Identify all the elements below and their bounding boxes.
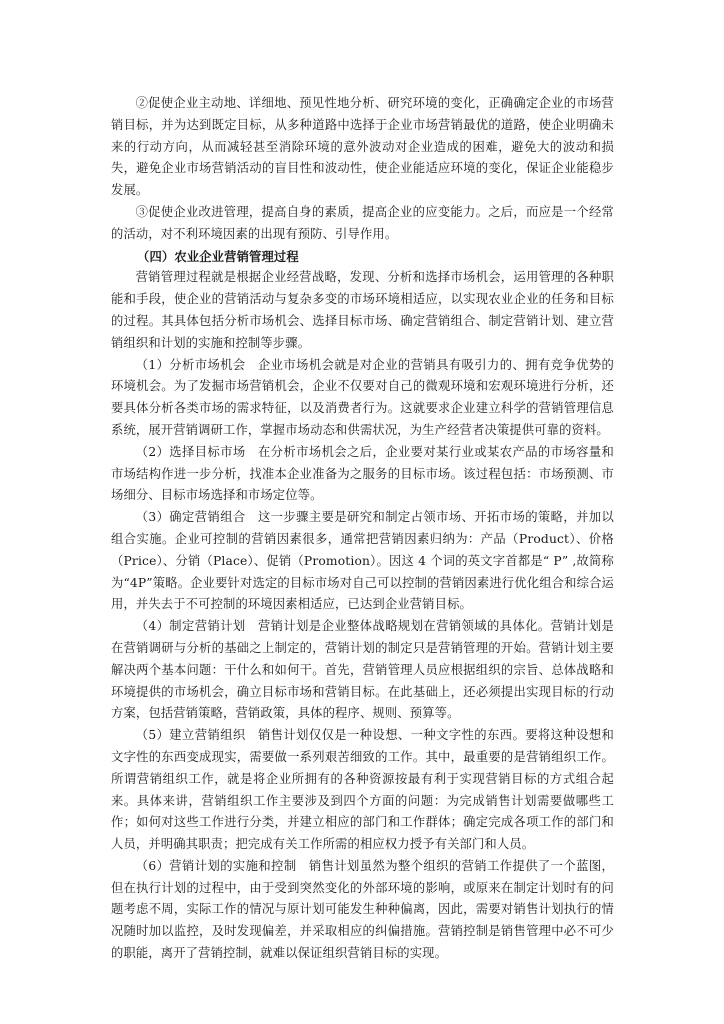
- step-5-title: （5）建立营销组织: [135, 728, 246, 743]
- step-3-title: （3）确定营销组合: [135, 510, 246, 525]
- intro-paragraph-3: ③促使企业改进管理，提高自身的素质，提高企业的应变能力。之后，而应是一个经常的活动，对不利环境因素的出现有预防、引导作用。: [111, 204, 614, 241]
- step-2-body: 在分析市场机会之后，企业要对某行业或某农产品的市场容量和市场结构作进一步分析，找准本企业准备为之服务的目标市场。该过程包括：市场预测、市场细分、目标市场选择和市场定位等。: [111, 444, 614, 503]
- intro-paragraph-2: ②促使企业主动地、详细地、预见性地分析、研究环境的变化，正确确定企业的市场营销目标，并为达到既定目标，从多种道路中选择于企业市场营销最优的道路，使企业明确未来的行动方向，从而减轻甚至消除环境的意外波动对企业造成的困难，避免大的波动和损失，避免企业市场营销活动的盲目性和波动性，使企业能适应环境的变化，保证企业能稳步发展。: [111, 96, 614, 198]
- step-6-paragraph: [111, 856, 614, 965]
- step-4-paragraph: [111, 616, 614, 725]
- step-3-body: 这一步骤主要是研究和制定占领市场、开拓市场的策略，并加以组合实施。企业可控制的营销因素很多，通常把营销因素归纳为：产品（Product）、价格（Price）、分销（Place）、促销（Promotion）。因这 4 个词的英文字首都是“ P” ,故简称为“4P”策略。企业要针对选定的目标市场对自己可以控制的营销因素进行优化组合和综合运用，并失去于不可控制的环境因素相适应，已达到企业营销目标。: [111, 510, 614, 612]
- step-2-title: （2）选择目标市场: [135, 444, 246, 459]
- step-1-body: 企业市场机会就是对企业的营销具有吸引力的、拥有竞争优势的环境机会。为了发掘市场营销机会，企业不仅要对自己的微观环境和宏观环境进行分析，还要具体分析各类市场的需求特征，以及消费者行为。这就要求企业建立科学的营销管理信息系统，展开营销调研工作，掌握市场动态和供需状况，为生产经营者决策提供可靠的资料。: [111, 357, 614, 437]
- step-3-paragraph: [111, 507, 614, 616]
- step-2-paragraph: [111, 442, 614, 507]
- step-5-body: 销售计划仅仅是一种设想、一种文字性的东西。要将这种设想和文字性的东西变成现实，需要做一系列艰苦细致的工作。其中，最重要的是营销组织工作。所谓营销组织工作，就是将企业所拥有的各种资源按最有利于实现营销目标的方式组合起来。具体来讲，营销组织工作主要涉及到四个方面的问题：为完成销售计划需要做哪些工作；如何对这些工作进行分类，并建立相应的部门和工作群体；确定完成各项工作的部门和人员，并明确其职责；把完成有关工作所需的相应权力授予有关部门和人员。: [111, 728, 614, 852]
- step-4-body: 营销计划是企业整体战略规划在营销领域的具体化。营销计划是在营销调研与分析的基础之上制定的，营销计划的制定只是营销管理的开始。营销计划主要解决两个基本问题：干什么和如何干。首先，营销管理人员应根据组织的宗旨、总体战略和环境提供的市场机会，确立目标市场和营销目标。在此基础上，还必须提出实现目标的行动方案，包括营销策略，营销政策，具体的程序、规则、预算等。: [111, 619, 614, 721]
- step-1-title: （1）分析市场机会: [135, 357, 246, 372]
- step-6-body: 销售计划虽然为整个组织的营销工作提供了一个蓝图，但在执行计划的过程中，由于受到突然变化的外部环境的影响，或原来在制定计划时有的问题考虑不周，实际工作的情况与原计划可能发生种种偏离，因此，需要对销售计划执行的情况随时加以监控，及时发现偏差，并采取相应的纠偏措施。营销控制是销售管理中必不可少的职能，离开了营销控制，就难以保证组织营销目标的实现。: [111, 858, 614, 961]
- step-4-title: （4）制定营销计划: [135, 619, 246, 634]
- step-5-paragraph: [111, 725, 614, 856]
- section-intro-paragraph: 营销管理过程就是根据企业经营战略，发现、分析和选择市场机会，运用管理的各种职能和手段，使企业的营销活动与复杂多变的市场环境相适应，以实现农业企业的任务和目标的过程。其具体包括分析市场机会、选择目标市场、确定营销组合、制定营销计划、建立营销组织和计划的实施和控制等步骤。: [111, 270, 614, 350]
- section-heading: （四）农业企业营销管理过程: [137, 248, 299, 264]
- step-6-title: （6）营销计划的实施和控制: [135, 858, 297, 873]
- step-1-paragraph: [111, 355, 614, 442]
- document-page: [111, 93, 614, 965]
